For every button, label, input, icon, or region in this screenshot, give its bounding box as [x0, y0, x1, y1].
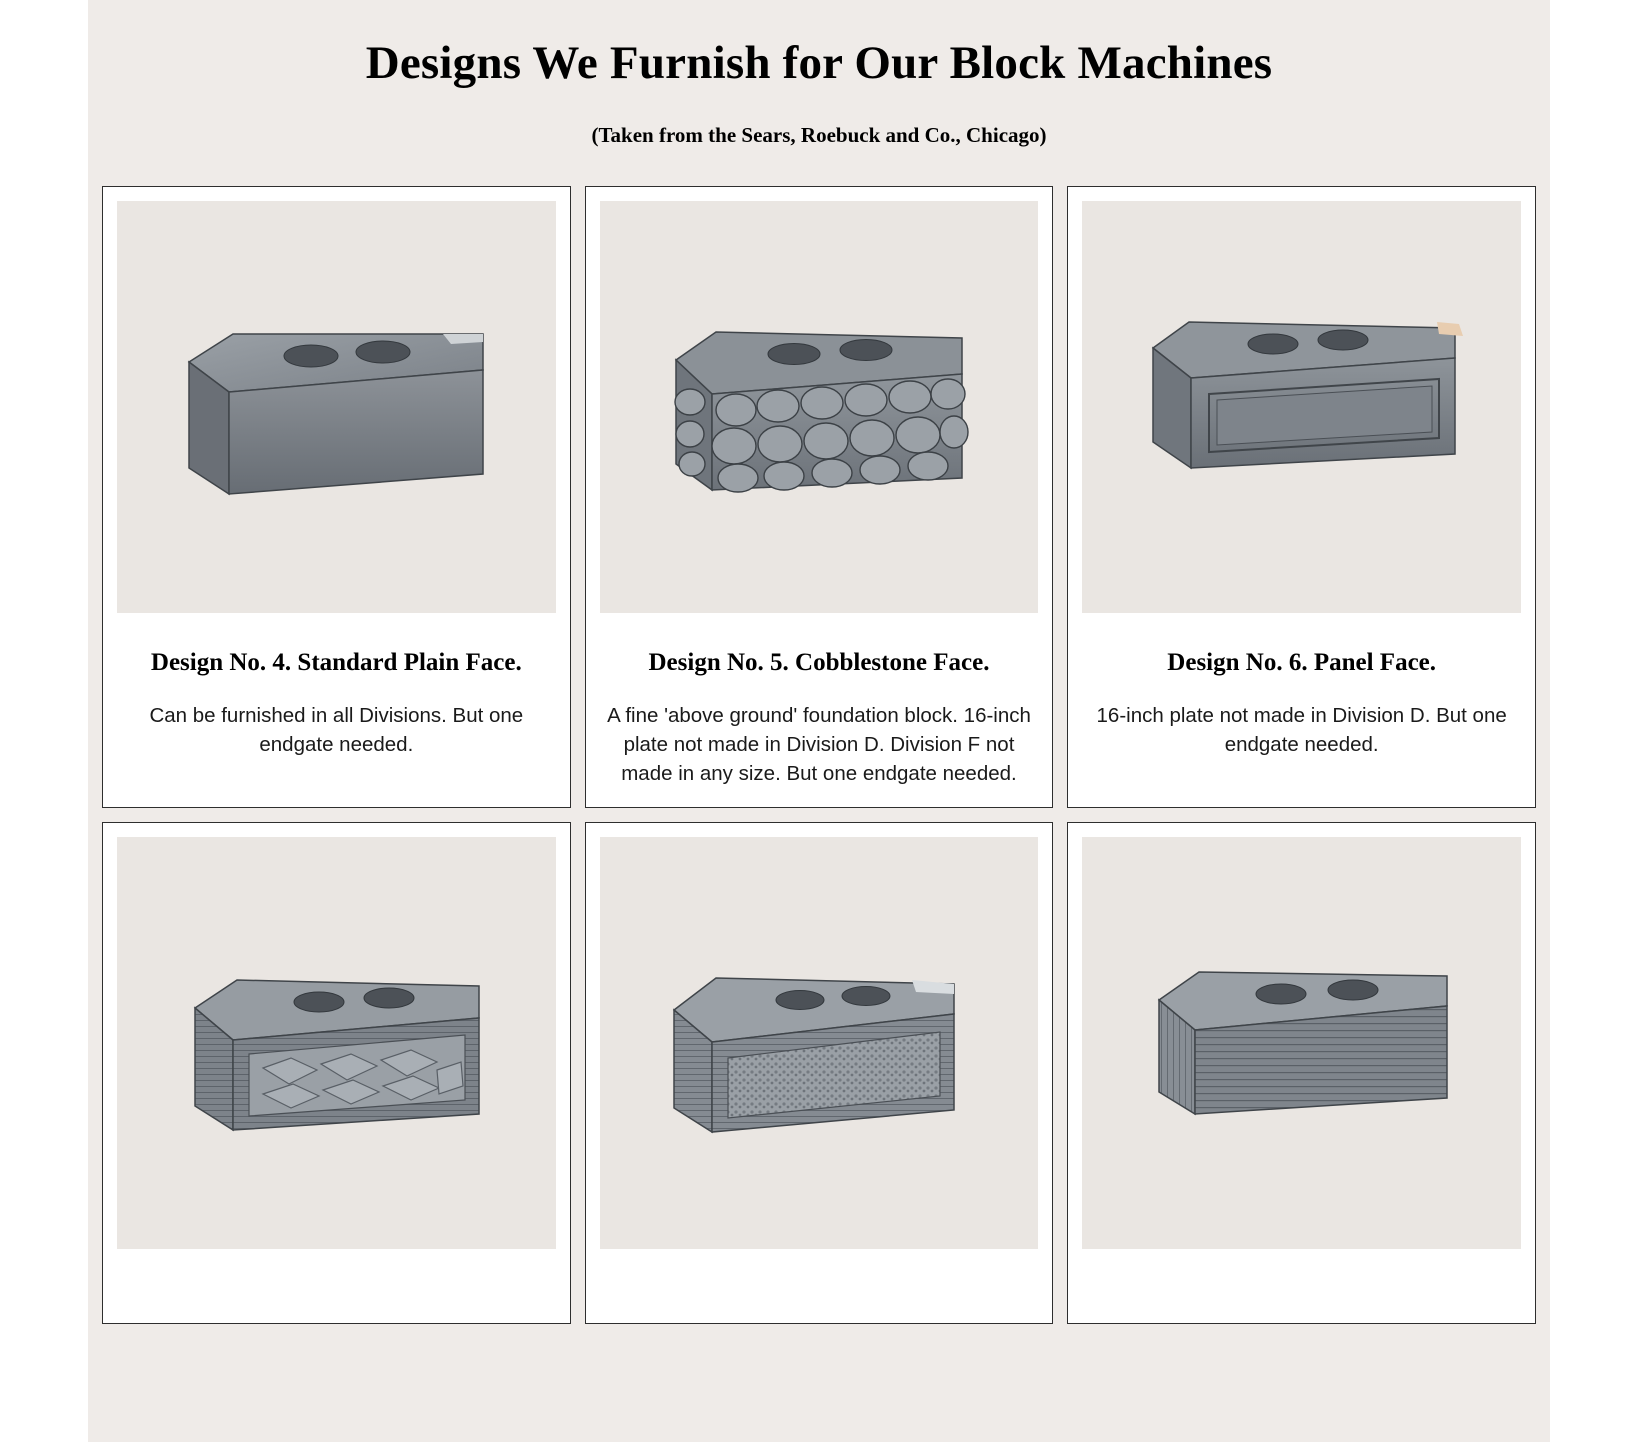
card-title: Design No. 4. Standard Plain Face. [150, 648, 522, 676]
design-grid [88, 186, 1550, 1324]
design-card[interactable] [585, 822, 1054, 1324]
card-description: Can be furnished in all Divisions. But one endgate needed. [149, 704, 524, 757]
block-cobblestone-face-illustration [600, 201, 1039, 613]
card-title: Design No. 5. Cobblestone Face. [648, 648, 990, 676]
block-rock-face-illustration [117, 837, 556, 1249]
block-plain-face-illustration [117, 201, 556, 613]
document-page [88, 0, 1550, 1442]
card-description: A fine 'above ground' foundation block. 16-inch plate not made in Division D. Division F not made in any size. But one endgate needed. [607, 704, 1031, 786]
block-rough-tooled-face-illustration [600, 837, 1039, 1249]
design-card[interactable] [1067, 822, 1536, 1324]
design-card[interactable] [102, 822, 571, 1324]
design-card[interactable] [102, 186, 571, 808]
card-description: 16-inch plate not made in Division D. But one endgate needed. [1096, 704, 1507, 757]
page-subtitle: (Taken from the Sears, Roebuck and Co., Chicago) [591, 122, 1047, 147]
page-header [88, 0, 1550, 148]
design-card[interactable] [1067, 186, 1536, 808]
design-card[interactable] [585, 186, 1054, 808]
block-panel-face-illustration [1082, 201, 1521, 613]
page-title: Designs We Furnish for Our Block Machines [365, 37, 1273, 89]
card-title: Design No. 6. Panel Face. [1167, 648, 1437, 676]
block-ribbed-face-illustration [1082, 837, 1521, 1249]
